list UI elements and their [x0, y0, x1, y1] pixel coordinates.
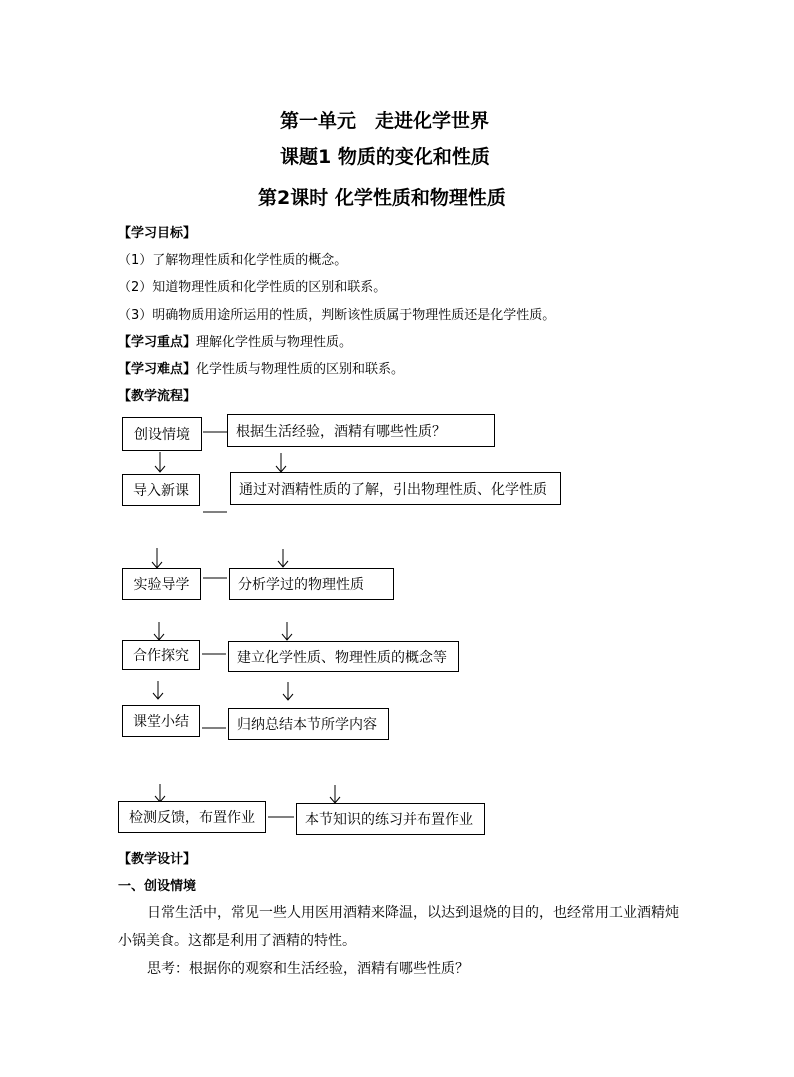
- objective-item-3: （3）明确物质用途所运用的性质，判断该性质属于物理性质还是化学性质。: [118, 308, 556, 323]
- lesson-title: 课题1 物质的变化和性质: [280, 146, 490, 168]
- objective-item-1: （1）了解物理性质和化学性质的概念。: [118, 253, 348, 268]
- flow-stage-3: 实验导学: [122, 568, 201, 600]
- flow-heading: 【教学流程】: [118, 389, 197, 404]
- flow-desc-2: 通过对酒精性质的了解，引出物理性质、化学性质: [230, 472, 561, 505]
- difficulty-text: 化学性质与物理性质的区别和联系。: [196, 362, 405, 377]
- objectives-heading: 【学习目标】: [118, 226, 197, 241]
- flow-stage-6: 检测反馈，布置作业: [118, 801, 266, 833]
- flow-stage-4: 合作探究: [122, 640, 200, 670]
- flow-stage-1: 创设情境: [122, 417, 202, 451]
- flow-stage-2: 导入新课: [122, 474, 200, 506]
- unit-title: 第一单元 走进化学世界: [280, 110, 490, 132]
- section1-title: 一、创设情境: [118, 879, 197, 894]
- flow-stage-5: 课堂小结: [122, 705, 200, 737]
- paragraph-1-line-2: 小锅美食。这都是利用了酒精的特性。: [118, 933, 356, 949]
- key-point-label: 【学习重点】: [118, 335, 197, 350]
- paragraph-2: 思考：根据你的观察和生活经验，酒精有哪些性质？: [147, 961, 469, 977]
- flow-desc-4: 建立化学性质、物理性质的概念等: [228, 641, 459, 672]
- flow-desc-3: 分析学过的物理性质: [229, 568, 394, 600]
- flow-desc-5: 归纳总结本节所学内容: [228, 708, 389, 740]
- design-heading: 【教学设计】: [118, 852, 197, 867]
- difficulty-label: 【学习难点】: [118, 362, 197, 377]
- period-title: 第2课时 化学性质和物理性质: [258, 187, 506, 209]
- objective-item-2: （2）知道物理性质和化学性质的区别和联系。: [118, 280, 387, 295]
- key-point-text: 理解化学性质与物理性质。: [196, 335, 353, 350]
- paragraph-1-line-1: 日常生活中，常见一些人用医用酒精来降温，以达到退烧的目的，也经常用工业酒精炖: [147, 905, 679, 921]
- flow-desc-6: 本节知识的练习并布置作业: [296, 803, 485, 835]
- flow-desc-1: 根据生活经验，酒精有哪些性质？: [227, 414, 495, 447]
